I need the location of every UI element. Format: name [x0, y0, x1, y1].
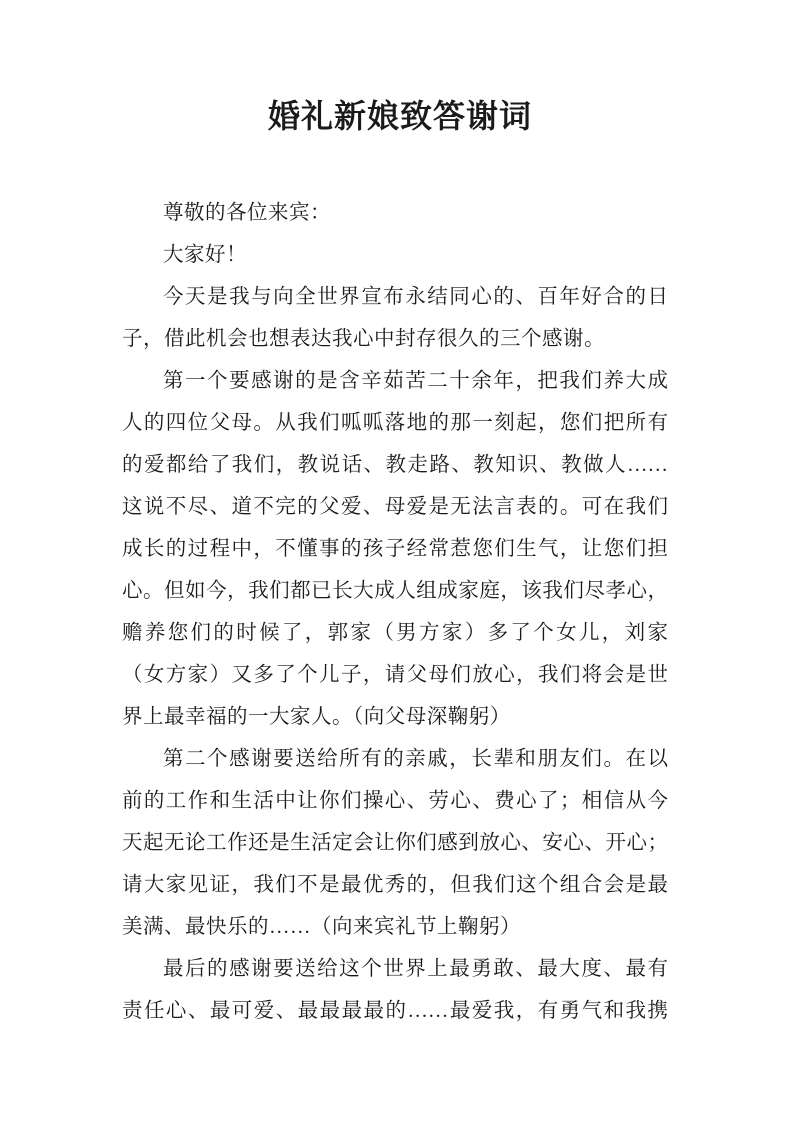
paragraph-greeting-line-1: 大家好！ [163, 244, 247, 266]
paragraph-salutation-line-1: 尊敬的各位来宾： [163, 202, 331, 224]
paragraph-first-thanks-line-6: 心。但如今，我们都已长大成人组成家庭，该我们尽孝心， [122, 580, 668, 602]
paragraph-final-thanks-line-1: 最后的感谢要送给这个世界上最勇敢、最大度、最有 [163, 958, 668, 980]
paragraph-second-thanks-line-3: 天起无论工作还是生活定会让你们感到放心、安心、开心； [122, 832, 668, 854]
paragraph-final-thanks-line-2: 责任心、最可爱、最最最最的……最爱我，有勇气和我携 [122, 1000, 668, 1022]
paragraph-first-thanks-line-8: （女方家）又多了个儿子，请父母们放心，我们将会是世 [122, 664, 668, 686]
paragraph-first-thanks-line-3: 的爱都给了我们，教说话、教走路、教知识、教做人…… [122, 454, 668, 476]
paragraph-intro-line-1: 今天是我与向全世界宣布永结同心的、百年好合的日 [163, 286, 668, 308]
document-title: 婚礼新娘致答谢词 [267, 98, 532, 134]
paragraph-second-thanks-line-2: 前的工作和生活中让你们操心、劳心、费心了；相信从今 [122, 790, 668, 812]
paragraph-second-thanks-line-5: 美满、最快乐的……（向来宾礼节上鞠躬） [122, 916, 521, 938]
paragraph-intro-line-2: 子，借此机会也想表达我心中封存很久的三个感谢。 [122, 328, 605, 350]
paragraph-second-thanks-line-4: 请大家见证，我们不是最优秀的，但我们这个组合会是最 [122, 874, 668, 896]
paragraph-first-thanks-line-5: 成长的过程中，不懂事的孩子经常惹您们生气，让您们担 [122, 538, 668, 560]
paragraph-first-thanks-line-1: 第一个要感谢的是含辛茹苦二十余年，把我们养大成 [163, 370, 668, 392]
paragraph-first-thanks-line-4: 这说不尽、道不完的父爱、母爱是无法言表的。可在我们 [122, 496, 668, 518]
document-body [122, 192, 668, 1032]
paragraph-first-thanks-line-7: 赡养您们的时候了，郭家（男方家）多了个女儿，刘家 [122, 622, 668, 644]
paragraph-second-thanks-line-1: 第二个感谢要送给所有的亲戚，长辈和朋友们。在以 [163, 748, 668, 770]
paragraph-first-thanks-line-9: 界上最幸福的一大家人。（向父母深鞠躬） [122, 706, 511, 728]
paragraph-first-thanks-line-2: 人的四位父母。从我们呱呱落地的那一刻起，您们把所有 [122, 412, 668, 434]
